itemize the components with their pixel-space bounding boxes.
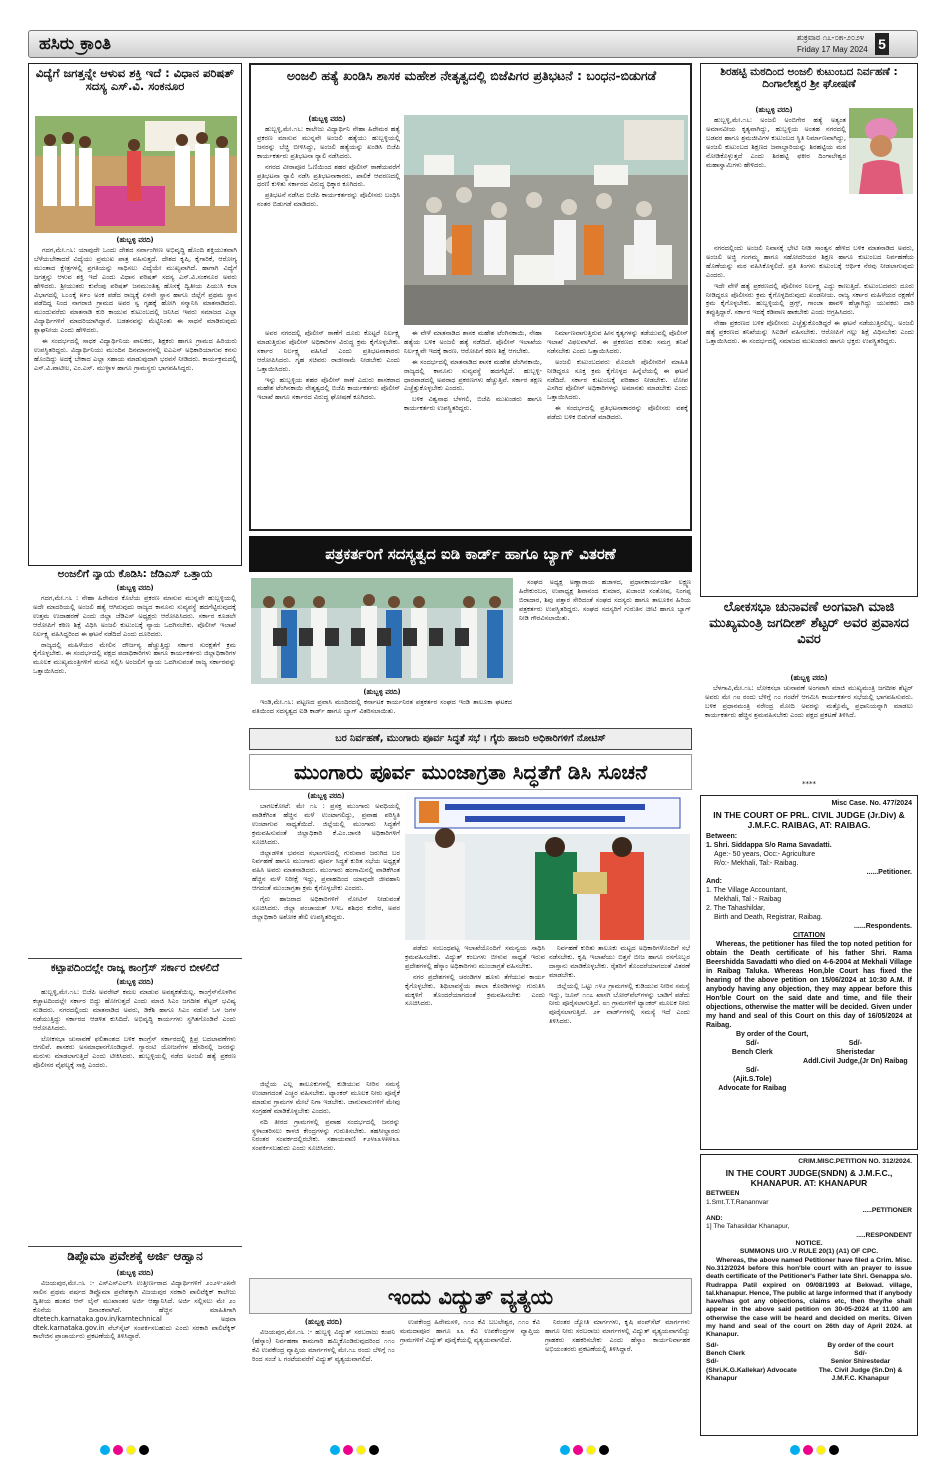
paragraph: ಬೆಳಗಾವಿ,ಮೇ.೧೬: ಲೋಕಸಭಾ ಚುನಾವಣೆ ಅಂಗವಾಗಿ ಮಾಜಿ ಮುಖ್ಯಮಂತ್ರಿ ಜಗದೀಶ ಶೆಟ್ಟರ್ ಅವರು ಮೇ ೧೮ ರಂದು ಬೆಳಿಗ್ಗೆ ೧೦ ಗಂಟೆಗೆ ಆಗಮಿಸಿ ಕಾರ್ಯಕರ್ತರ ಸಭೆಯಲ್ಲಿ ಭಾಗವಹಿಸುವರು. ಬಳಿಕ ಪ್ರಧಾನಮಂತ್ರಿ ನರೇಂದ್ರ ಮೋದಿ ಅವರನ್ನು ಮತ್ತೊಮ್ಮೆ ಪ್ರಧಾನಿಯನ್ನಾಗಿ ಮಾಡಲು ಕಾರ್ಯಕರ್ತರು ಹೆಚ್ಚಿನ ಶ್ರಮವಹಿಸಬೇಕು ಎಂದು ಪಕ್ಷದ ಪ್ರಕಟಣೆ ತಿಳಿಸಿದೆ. <box>705 684 913 719</box>
court-order: By order of the court <box>827 1341 894 1349</box>
bench-clerk: Bench Clerk <box>731 1049 773 1056</box>
yellow-dot <box>356 1445 366 1455</box>
court-name: IN THE COURT JUDGE(SNDN) & J.M.F.C., KHANAPUR. AT: KHANAPUR <box>725 1168 893 1189</box>
senior-shirestedar: Senior Shirestedar <box>830 1358 891 1366</box>
citation-label: CITATION <box>792 932 825 939</box>
article-congress <box>28 958 242 1244</box>
date-kannada: ಶುಕ್ರವಾರ ೧೭-೦೫-೨೦೨೪ <box>797 33 865 42</box>
paragraph: ನಿರ್ವಹಣೆ ಕುರಿತು ತಾಲೂಕು ಮಟ್ಟದ ಅಧಿಕಾರಿಗಳೊಂದಿಗೆ ಸಭೆ ನಡೆಸಬೇಕು. ಕೃಷಿ ಇಲಾಖೆಯು ಬಿತ್ತನೆ ಬೀಜ ಹಾಗೂ ರಸಗೊಬ್ಬರ ದಾಸ್ತಾನು ಮಾಡಿಕೊಳ್ಳಬೇಕು. ರೈತರಿಗೆ ತೊಂದರೆಯಾಗದಂತೆ ವಿತರಣೆ ಮಾಡಬೇಕು. <box>549 944 690 979</box>
court-order: By order of the Court, <box>736 1031 809 1038</box>
paragraph: ಜಿಲ್ಲಾಡಳಿತ ಭವನದ ಸಭಾಂಗಣದಲ್ಲಿ ಗುರುವಾರ ಜರುಗಿದ ಬರ ನಿರ್ವಹಣೆ ಹಾಗೂ ಮುಂಗಾರು ಪೂರ್ವ ಸಿದ್ಧತೆ ಕುರಿತ ಸಭೆಯ ಅಧ್ಯಕ್ಷತೆ ವಹಿಸಿ ಅವರು ಮಾತನಾಡಿದರು. ಮುಂಗಾರು ಹಂಗಾಮಿನಲ್ಲಿ ವಾಡಿಕೆಗಿಂತ ಹೆಚ್ಚಿನ ಮಳೆ ನಿರೀಕ್ಷೆ ಇದ್ದು, ಪ್ರವಾಹದಿಂದ ಯಾವುದೇ ಜೀವಹಾನಿ ಆಗದಂತೆ ಮುಂಜಾಗ್ರತಾ ಕ್ರಮ ಕೈಗೊಳ್ಳಬೇಕು ಎಂದರು. <box>252 848 400 893</box>
column-4 <box>547 329 688 525</box>
column-top <box>706 116 846 242</box>
court-name: IN THE COURT OF PRL. CIVIL JUDGE (Jr.Div) & J.M.F.C. RAIBAG, AT: RAIBAG. <box>713 810 905 830</box>
headline: ಅಂಜಲಿ ಹತ್ಯೆ ಖಂಡಿಸಿ ಶಾಸಕ ಮಹೇಶ ನೇತೃತ್ವದಲ್ಲಿ ಬಿಜೆಪಿಗರ ಪ್ರತಿಭಟನೆ : ಬಂಧನ-ಬಿಡುಗಡೆ <box>286 69 657 83</box>
photo-swamiji <box>849 108 913 194</box>
paragraph: ಬಳಿಕ ವಿಶ್ವನಾಥ ಬೆಳಗಲಿ, ಬಿಜೆಪಿ ಮುಖಂಡರು ಹಾಗೂ ಕಾರ್ಯಕರ್ತರು ಉಪಸ್ಥಿತರಿದ್ದರು. <box>404 395 542 413</box>
column-1 <box>252 802 400 1076</box>
paragraph: ಇಂಡಿ,ಮೇ.೧೬: ಪಟ್ಟಣದ ಪ್ರವಾಸಿ ಮಂದಿರದಲ್ಲಿ ಕರ್ನಾಟಕ ಕಾರ್ಯನಿರತ ಪತ್ರಕರ್ತರ ಸಂಘದ ಇಂಡಿ ತಾಲೂಕಾ ಘಟಕದ ವತಿಯಿಂದ ಸದಸ್ಯತ್ವದ ಐಡಿ ಕಾರ್ಡ್ ಹಾಗೂ ಬ್ಯಾಗ್ ವಿತರಿಸಲಾಯಿತು. <box>252 698 512 715</box>
paragraph: ಹುಬ್ಬಳ್ಳಿ,ಮೇ.೧೬: ಕಾಲೇಜು ವಿದ್ಯಾರ್ಥಿನಿ ನೇಹಾ ಹಿರೇಮಠ ಹತ್ಯೆ ಪ್ರಕರಣ ಮಾಸುವ ಮುನ್ನವೇ ಅಂಜಲಿ ಹತ್ಯೆಯು ಹುಬ್ಬಳ್ಳಿಯಲ್ಲಿ ಜನರನ್ನು ಬೆಚ್ಚಿ ಬೀಳಿಸಿದ್ದು, ಅಂಜಲಿ ಹತ್ಯೆಯನ್ನು ಖಂಡಿಸಿ ಬಿಜೆಪಿ ಕಾರ್ಯಕರ್ತರು ಪ್ರತಿಭಟನಾ ರ‍್ಯಾಲಿ ನಡೆಸಿದರು. <box>257 125 400 160</box>
byline: (ಹುಬ್ಬಳ್ಳಿ ವರದಿ) <box>116 584 154 592</box>
paragraph: ನಗರದಲ್ಲಿಂದು ಅಂಜಲಿ ನಿವಾಸಕ್ಕೆ ಭೇಟಿ ನೀಡಿ ಸಾಂತ್ವನ ಹೇಳಿದ ಬಳಿಕ ಮಾತನಾಡಿದ ಅವರು, ಅಂಜಲಿ ಅಜ್ಜಿ ಗಂಗಮ್ಮ ಹಾಗೂ ಸಹೋದರಿಯರ ಶಿಕ್ಷಣ ಹಾಗೂ ಕುಟುಂಬದ ನಿರ್ವಹಣೆಯ ಹೊಣೆಯನ್ನು ಮಠ ವಹಿಸಿಕೊಳ್ಳಲಿದೆ. ಪ್ರತಿ ತಿಂಗಳು ಕುಟುಂಬಕ್ಕೆ ಆರ್ಥಿಕ ನೆರವು ನೀಡಲಾಗುವುದು ಎಂದರು. <box>706 244 914 279</box>
signature-mark: Sd/- <box>745 1040 759 1047</box>
article-body <box>705 684 913 778</box>
color-registration-marks <box>560 1440 620 1452</box>
respondent-2-office: Birth and Death, Registrar, Raibag. <box>714 914 823 921</box>
black-dot <box>369 1445 379 1455</box>
paragraph: ಇನ್ನು ಹುಬ್ಬಳ್ಳಿಯ ಶಹರ ಪೊಲೀಸ್ ಠಾಣೆ ಎದುರು ಶಾಸಕರಾದ ಮಹೇಶ ಟೆಂಗಿನಕಾಯಿ ನೇತೃತ್ವದಲ್ಲಿ ಬಿಜೆಪಿ ಕಾರ್ಯಕರ್ತರು ಪೊಲೀಸ್ ಇಲಾಖೆ ಹಾಗೂ ಸರ್ಕಾರದ ವಿರುದ್ಧ ಘೋಷಣೆ ಕೂಗಿದರು. <box>257 375 400 402</box>
article-body <box>33 1279 236 1435</box>
masthead <box>28 30 918 58</box>
judge-title: The. Civil Judge (Sn.Dn) & J.M.F.C. Khanapur <box>818 1366 903 1382</box>
article-body <box>33 594 236 954</box>
paragraph: ಅಂಜಲಿ ಕುಟುಂಬದವರು ಮೊದಲೇ ಪೊಲೀಸರಿಗೆ ಮಾಹಿತಿ ನೀಡಿದ್ದರೂ ಸೂಕ್ತ ಕ್ರಮ ಕೈಗೊಳ್ಳದ ಹಿನ್ನೆಲೆಯಲ್ಲಿ ಈ ಘಟನೆ ನಡೆದಿದೆ. ಸರ್ಕಾರ ಕುಟುಂಬಕ್ಕೆ ಪರಿಹಾರ ನೀಡಬೇಕು. ಲೋಪ ಎಸಗಿದ ಪೊಲೀಸ್ ಅಧಿಕಾರಿಗಳನ್ನು ಅಮಾನತು ಮಾಡಬೇಕು ಎಂದು ಒತ್ತಾಯಿಸಿದರು. <box>547 357 688 402</box>
article-shettar-tour <box>700 600 918 790</box>
respondent-1-place: Mekhali, Tal :- Raibag <box>714 896 782 903</box>
paragraph: ಜಿಲ್ಲೆಯ ಎಲ್ಲ ತಾಲೂಕುಗಳಲ್ಲಿ ಕುಡಿಯುವ ನೀರಿನ ಸಮಸ್ಯೆ ಉಂಟಾಗದಂತೆ ಎಚ್ಚರ ವಹಿಸಬೇಕು. ಟ್ಯಾಂಕರ್ ಮೂಲಕ ನೀರು ಪೂರೈಕೆ ಮಾಡುವ ಗ್ರಾಮಗಳ ಮೇಲೆ ನಿಗಾ ಇಡಬೇಕು. ಜಾನುವಾರುಗಳಿಗೆ ಮೇವು ಸಂಗ್ರಹಣೆ ಮಾಡಿಕೊಳ್ಳಬೇಕು ಎಂದರು. <box>252 1080 400 1115</box>
column-2 <box>257 329 400 525</box>
column-3 <box>405 944 545 1276</box>
column-1 <box>252 1328 395 1434</box>
paragraph: ವಿಜಯಪುರ,ಮೇ.೧೬ :- ಎಸ್ಎಸ್ಎಲ್‌ಸಿ ಉತ್ತೀರ್ಣರಾದ ವಿದ್ಯಾರ್ಥಿಗಳಿಗೆ ೨೦೨೪-೨೫ನೇ ಸಾಲಿನ ಪ್ರಥಮ ವರ್ಷದ ಡಿಪ್ಲೊಮಾ ಪ್ರವೇಶಕ್ಕಾಗಿ ವಿಜಯಪುರ ಸರಕಾರಿ ಪಾಲಿಟೆಕ್ನಿಕ್ ಕಾಲೇಜು ದ್ವಿತೀಯ ಹಂತದ ಆನ್ ಲೈನ್ ಮುಖಾಂತರ ಅರ್ಜಿ ಆಹ್ವಾನಿಸಿದೆ. ಅರ್ಜಿ ಸಲ್ಲಿಸಲು ಮೇ ೨೦ ಕೊನೆಯ ದಿನಾಂಕವಾಗಿದೆ. ಹೆಚ್ಚಿನ ಮಾಹಿತಿಗಾಗಿ dtetech.karnataka.gov.in/karntechnical ಅಥವಾ dtek.karnataka.gov.in ವೆಬ್‌ಸೈಟ್ ಸಂಪರ್ಕಿಸಬಹುದು ಎಂದು ಸರಕಾರಿ ಪಾಲಿಟೆಕ್ನಿಕ್ ಕಾಲೇಜಿನ ಪ್ರಾಚಾರ್ಯರು ಪ್ರಕಟಣೆಯಲ್ಲಿ ತಿಳಿಸಿದ್ದಾರೆ. <box>33 1279 236 1341</box>
headline-banner: ಪತ್ರಕರ್ತರಿಗೆ ಸದಸ್ಯತ್ವದ ಐಡಿ ಕಾರ್ಡ್ ಹಾಗೂ ಬ್ಯಾಗ್ ವಿತರಣೆ <box>249 536 692 572</box>
date-english: Friday 17 May 2024 <box>797 45 868 54</box>
paragraph: ಈ ಸಂದರ್ಭದಲ್ಲಿ ಪ್ರತಿಭಟನಾಕಾರರನ್ನು ಪೊಲೀಸರು ವಶಕ್ಕೆ ಪಡೆದು ಬಳಿಕ ಬಿಡುಗಡೆ ಮಾಡಿದರು. <box>547 404 688 422</box>
end-mark: **** <box>802 780 816 788</box>
respondents-tag: ......Respondents. <box>854 923 912 930</box>
respondent-1: 1] The Tahasildar Khanapur, <box>706 1223 790 1231</box>
signature-mark: Sd/- <box>706 1341 719 1349</box>
paragraph: ಸಂಘದ ಅಧ್ಯಕ್ಷ ಅಣ್ಣಾರಾಯ ಹಜಾಳದ, ಪ್ರಧಾನಕಾರ್ಯದರ್ಶಿ ಲಕ್ಷ್ಮಣ ಹಿರೇಕುರಬರ, ಉಪಾಧ್ಯಕ್ಷ ಶಿವಾನಂದ ಕುಮಾರ, ಖಜಾಂಚಿ ಸಂತೋಷ, ನಿಂಗಪ್ಪ ಬಿರಾದಾರ, ಶಿವು ಪತ್ತಾರ ಸೇರಿದಂತೆ ಸಂಘದ ಸದಸ್ಯರು ಹಾಗೂ ತಾಲೂಕಿನ ಹಿರಿಯ ಪತ್ರಕರ್ತರು ಉಪಸ್ಥಿತರಿದ್ದರು. ಸಂಘದ ಸದಸ್ಯರಿಗೆ ಗುರುತಿನ ಚೀಟಿ ಹಾಗೂ ಬ್ಯಾಗ್ ನೀಡಿ ಗೌರವಿಸಲಾಯಿತು. <box>519 578 691 622</box>
column-4 <box>549 944 690 1276</box>
cyan-dot <box>560 1445 570 1455</box>
paragraph: ಪ್ರತಿಭಟನೆ ನಡೆಸಿದ ಬಿಜೆಪಿ ಕಾರ್ಯಕರ್ತರನ್ನು ಪೊಲೀಸರು ಬಂಧಿಸಿ ನಂತರ ಬಿಡುಗಡೆ ಮಾಡಿದರು. <box>257 191 400 209</box>
notice-label: NOTICE. <box>795 1240 823 1248</box>
paragraph: ಉಪಕೇಂದ್ರ ಹಿರೇಮಸಳಿ, ೧೧೦ ಕೆವಿ ಬಬಲೇಶ್ವರ, ೧೧೦ ಕೆವಿ ಮಮದಾಪೂರ ಹಾಗೂ ೩೩ ಕೆವಿ ಉಪಕೇಂದ್ರಗಳ ವ್ಯಾಪ್ತಿಯ ಗ್ರಾಮಗಳಿಗೆ ವಿದ್ಯುತ್ ಪೂರೈಕೆಯಲ್ಲಿ ವ್ಯತ್ಯಯವಾಗಲಿದೆ. <box>400 1318 540 1344</box>
paragraph: ಲೋಕಸಭಾ ಚುನಾವಣೆ ಫಲಿತಾಂಶದ ಬಳಿಕ ಕಾಂಗ್ರೆಸ್ ಸರ್ಕಾರದಲ್ಲಿ ಕ್ಷಿಪ್ರ ಬದಲಾವಣೆಗಳು ಆಗಲಿವೆ. ಶಾಸಕರು ಅಸಮಾಧಾನಗೊಂಡಿದ್ದಾರೆ. ಗ್ಯಾರಂಟಿ ಯೋಜನೆಗಳ ಹೆಸರಿನಲ್ಲಿ ಜನರನ್ನು ಮರುಳು ಮಾಡಲಾಗುತ್ತಿದೆ ಎಂದು ಟೀಕಿಸಿದರು. ಹುಬ್ಬಳ್ಳಿಯಲ್ಲಿ ನಡೆದ ಅಂಜಲಿ ಹತ್ಯೆ ಪ್ರಕರಣ ಪೊಲೀಸರ ವೈಫಲ್ಯಕ್ಕೆ ಸಾಕ್ಷಿ ಎಂದರು. <box>33 1034 236 1070</box>
article-body <box>34 246 237 562</box>
photo-protest <box>404 115 688 325</box>
byline: (ಹುಬ್ಬಳ್ಳಿ ವರದಿ) <box>307 792 345 800</box>
color-registration-marks <box>100 1440 160 1452</box>
byline: (ಹುಬ್ಬಳ್ಳಿ ವರದಿ) <box>116 978 154 986</box>
column-3 <box>404 329 542 525</box>
legal-notice-raibag <box>700 795 918 1150</box>
paragraph: ರಾಜ್ಯದಲ್ಲಿ ಮಹಿಳೆಯರ ಮೇಲಿನ ದೌರ್ಜನ್ಯ ಹೆಚ್ಚುತ್ತಿದ್ದು ಸರ್ಕಾರ ಸುರಕ್ಷತೆಗೆ ಕ್ರಮ ಕೈಗೊಳ್ಳಬೇಕು. ಈ ಸಂದರ್ಭದಲ್ಲಿ ಪಕ್ಷದ ಪದಾಧಿಕಾರಿಗಳು ಹಾಗೂ ಕಾರ್ಯಕರ್ತರು ಜಿಲ್ಲಾಧಿಕಾರಿಗಳ ಮೂಲಕ ಮುಖ್ಯಮಂತ್ರಿಗಳಿಗೆ ಮನವಿ ಸಲ್ಲಿಸಿ ಅಂಜಲಿಗೆ ನ್ಯಾಯ ಒದಗಿಸುವಂತೆ ರಾಜ್ಯ ಸರ್ಕಾರವನ್ನು ಒತ್ತಾಯಿಸಿದರು. <box>33 640 236 676</box>
paragraph: ಅವರ ನಗರದಲ್ಲಿ ಪೊಲೀಸ್ ಠಾಣೆಗೆ ದೂರು ಕೊಟ್ಟರೆ ನಿರ್ಲಕ್ಷ್ಯ ಮಾಡುತ್ತಿರುವ ಪೊಲೀಸ್ ಅಧಿಕಾರಿಗಳ ವಿರುದ್ಧ ಕ್ರಮ ಕೈಗೊಳ್ಳಬೇಕು. ಸರ್ಕಾರ ನಿರ್ಲಕ್ಷ್ಯ ವಹಿಸಿದೆ ಎಂದು ಪ್ರತಿಭಟನಾಕಾರರು ಆರೋಪಿಸಿದರು. ಗೃಹ ಸಚಿವರು ರಾಜೀನಾಮೆ ನೀಡಬೇಕು ಎಂದು ಒತ್ತಾಯಿಸಿದರು. <box>257 329 400 373</box>
cyan-dot <box>790 1445 800 1455</box>
headline: ವಿದ್ಯೆಗೆ ಜಗತ್ತನ್ನೇ ಆಳುವ ಶಕ್ತಿ ಇದೆ : ವಿಧಾನ ಪರಿಷತ್ ಸದಸ್ಯ ಎಸ್.ವಿ. ಸಂಕನೂರ <box>35 67 235 94</box>
advocate-name: (Shri.K.G.Kallekar) Advocate Khanapur <box>706 1366 797 1382</box>
column-2 <box>400 1318 540 1434</box>
headline: ಅಂಜಲಿಗೆ ನ್ಯಾಯ ಕೊಡಿಸಿ: ಜೆಡಿಎಸ್ ಒತ್ತಾಯ <box>57 568 213 580</box>
paragraph: ನದಿ ತೀರದ ಗ್ರಾಮಗಳಲ್ಲಿ ಪ್ರವಾಹ ಸಂದರ್ಭದಲ್ಲಿ ಜನರನ್ನು ಸ್ಥಳಾಂತರಿಸಲು ಕಾಳಜಿ ಕೇಂದ್ರಗಳನ್ನು ಗುರುತಿಸಬೇಕು. ತಹಸೀಲ್ದಾರರು ನಿರಂತರ ಸಂಪರ್ಕದಲ್ಲಿರಬೇಕು. ಸಹಾಯವಾಣಿ ೯೨೪೩೩೪೫೪೩೩ ಸಂಪರ್ಕಿಸಬಹುದು ಎಂದು ಸೂಚಿಸಿದರು. <box>252 1117 400 1153</box>
signature-mark: Sd/- <box>848 1040 862 1047</box>
column-left <box>252 698 512 724</box>
advocate-title: Advocate for Raibag <box>718 1085 787 1092</box>
sheristedar: Sheristedar <box>836 1049 875 1056</box>
yellow-dot <box>816 1445 826 1455</box>
paragraph: ವಿಜಯಪುರ,ಮೇ.೧೬ :- ಹುಬ್ಬಳ್ಳಿ ವಿದ್ಯುತ್ ಸರಬರಾಜು ಕಂಪನಿ (ಹೆಸ್ಕಾಂ) ನಿರ್ವಹಣಾ ಕಾಮಗಾರಿ ಹಮ್ಮಿಕೊಂಡಿರುವುದರಿಂದ ೧೧೦ ಕೆವಿ ಉಪಕೇಂದ್ರ ವ್ಯಾಪ್ತಿಯ ಮಾರ್ಗಗಳಲ್ಲಿ ಮೇ.೧೭ ರಂದು ಬೆಳಿಗ್ಗೆ ೧೦ ರಿಂದ ಸಂಜೆ ೬ ಗಂಟೆಯವರೆಗೆ ವಿದ್ಯುತ್ ವ್ಯತ್ಯಯವಾಗಲಿದೆ. <box>252 1328 395 1363</box>
article-shirahatti <box>700 63 918 597</box>
paragraph: ಈ ವೇಳೆ ಮಾತನಾಡಿದ ಶಾಸಕ ಮಹೇಶ ಟೆಂಗಿನಕಾಯಿ, ನೇಹಾ ಹತ್ಯೆಯ ಬಳಿಕ ಅಂಜಲಿ ಹತ್ಯೆ ನಡೆದಿದೆ. ಪೊಲೀಸ್ ಇಲಾಖೆಯ ನಿರ್ಲಕ್ಷ್ಯವೇ ಇದಕ್ಕೆ ಕಾರಣ. ಆರೋಪಿಗೆ ಕಠಿಣ ಶಿಕ್ಷೆ ಆಗಬೇಕು. <box>404 329 542 355</box>
headline: ಶಿರಹಟ್ಟಿ ಮಠದಿಂದ ಅಂಜಲಿ ಕುಟುಂಬದ ನಿರ್ವಹಣೆ : ದಿಂಗಾಲೇಶ್ವರ ಶ್ರೀ ಘೋಷಣೆ <box>720 66 898 91</box>
paper-name: ಹಸಿರು ಕ್ರಾಂತಿ <box>39 34 112 54</box>
and-label: And: <box>706 878 722 885</box>
column-2 <box>252 1080 400 1276</box>
paragraph: ಪಡೆದು ಸಂಬಂಧಪಟ್ಟ ಇಲಾಖೆಯೊಂದಿಗೆ ಸಮನ್ವಯ ಸಾಧಿಸಿ ಕ್ರಮವಹಿಸಬೇಕು. ವಿದ್ಯುತ್ ಕಂಬಗಳು ಬೀಳುವ ಸಾಧ್ಯತೆ ಇರುವ ಪ್ರದೇಶಗಳಲ್ಲಿ ಹೆಸ್ಕಾಂ ಅಧಿಕಾರಿಗಳು ಮುಂಜಾಗ್ರತೆ ವಹಿಸಬೇಕು. <box>405 944 545 970</box>
photo-id-card <box>251 578 513 684</box>
and-label: AND: <box>706 1215 723 1223</box>
black-dot <box>829 1445 839 1455</box>
paragraph: ಇದೇ ವೇಳೆ ಹತ್ಯೆ ಪ್ರಕರಣದಲ್ಲಿ ಪೊಲೀಸರ ನಿರ್ಲಕ್ಷ್ಯ ಎದ್ದು ಕಾಣುತ್ತಿದೆ. ಕುಟುಂಬದವರು ದೂರು ನೀಡಿದ್ದರೂ ಪೊಲೀಸರು ಕ್ರಮ ಕೈಗೊಳ್ಳದಿರುವುದು ಖಂಡನೀಯ. ರಾಜ್ಯ ಸರ್ಕಾರ ಮಹಿಳೆಯರ ರಕ್ಷಣೆಗೆ ಕ್ರಮ ಕೈಗೊಳ್ಳಬೇಕು. ಹುಬ್ಬಳ್ಳಿಯಲ್ಲಿ ಡ್ರಗ್ಸ್, ಗಾಂಜಾ ಹಾವಳಿ ಹೆಚ್ಚಾಗಿದ್ದು ಯುವಕರು ದಾರಿ ತಪ್ಪುತ್ತಿದ್ದಾರೆ. ಸರ್ಕಾರ ಇದಕ್ಕೆ ಕಡಿವಾಣ ಹಾಕಬೇಕು ಎಂದು ಆಗ್ರಹಿಸಿದರು. <box>706 281 914 317</box>
column-3 <box>545 1318 690 1434</box>
paragraph: ಹುಬ್ಬಳ್ಳಿ,ಮೇ.೧೬: ಅಂಜಲಿ ಅಂಬಿಗೇರ ಹತ್ಯೆ ಅತ್ಯಂತ ಅಮಾನವೀಯ ಕೃತ್ಯವಾಗಿದ್ದು, ಹುಬ್ಬಳ್ಳಿಯ ಅಂತಹ ನಗರದಲ್ಲಿ ಬಡವರ ಹಾಗೂ ಶ್ರಮಜೀವಿಗಳ ಕುಟುಂಬದ ಸ್ಥಿತಿ ನಿರ್ಮಾಣವಾಗಿದ್ದು, ಅಂಜಲಿ ಕುಟುಂಬದ ಶಿಕ್ಷಣದ ಜವಾಬ್ದಾರಿಯನ್ನು ಶಿರಹಟ್ಟಿಯ ಮಠ ನೋಡಿಕೊಳ್ಳುತ್ತದೆ ಎಂದು ಶಿರಹಟ್ಟಿ ಫಕೀರ ದಿಂಗಾಲೇಶ್ವರ ಮಹಾಸ್ವಾಮಿಗಳು ಹೇಳಿದರು. <box>706 116 846 169</box>
petitioner-address: R/o:- Mekhali, Tal:- Raibag. <box>714 860 799 867</box>
notice-body: Whereas, the petitioner has filed the top noted petition for obtain the Death certificate of his father Shri. Rama Beershidda Savadatti who died on 4-6-2004 at Mekhali Village in Raibag Taluka. Whereas Hon,ble Court has fixed the hearing of the above petition on 15/06/2024 at 10:30 A.M. If anybody having any objection, they may appear before this Hon'ble Court on the said date and time, and file their objections, otherwise the matter will be decided. Given under my hand and seal of this Court on this day of 16/05/2024 at Raibag. <box>706 941 912 1029</box>
respondent-tag: .....RESPONDENT <box>856 1231 912 1239</box>
byline: (ಹುಬ್ಬಳ್ಳಿ ವರದಿ) <box>304 1318 343 1326</box>
paragraph: ಗದಗ,ಮೇ.೧೬: ಯಾವುದೇ ಒಂದು ದೇಶದ ಸರ್ವಾಂಗೀಣ ಅಭಿವೃದ್ಧಿ ಹೊಂದಿ ಶಕ್ತಿಯುತವಾಗಿ ಬೆಳೆಯಬೇಕಾದರೆ ವಿದ್ಯೆಯು ಪ್ರಮುಖ ಪಾತ್ರ ವಹಿಸುತ್ತದೆ. ದೇಶದ ಕೃಷಿ, ಕೈಗಾರಿಕೆ, ಆರೋಗ್ಯ ಮುಂತಾದ ಕ್ಷೇತ್ರಗಳಲ್ಲಿ ಪ್ರಗತಿಯನ್ನು ಸಾಧಿಸಲು ವಿದ್ಯೆಯೇ ಮುಖ್ಯವಾಗಿದೆ. ಹಾಗಾಗಿ ವಿದ್ಯೆಗೆ ಜಗತ್ತನ್ನು ಆಳುವ ಶಕ್ತಿ ಇದೆ ಎಂದು ವಿಧಾನ ಪರಿಷತ್ ಸದಸ್ಯ ಎಸ್.ವಿ.ಸಂಕನೂರ ಅವರು ಹೇಳಿದರು. ಶ್ರೀಯುತರು ಕುವೆಂಪು ಪರಿಷತ್ ಜನಮುಂತಿತ್ವ ಹೊಸಕ್ಕೆ ದ್ವಿತೀಯ ಪಿಯುಸಿ ಕಲಾ ವಿಭಾಗದಲ್ಲಿ ೬೦೦ಕ್ಕೆ ೫೯೦ ಅಂಕ ಪಡೆದ ರಾಜ್ಯಕ್ಕೆ ಏಳನೇ ಸ್ಥಾನ ಹಾಗೂ ಜಿಲ್ಲೆಗೆ ಪ್ರಥಮ ಸ್ಥಾನ ಪಡೆದಿದ್ದ ನಿಂದ ನಾಗರಾಜಿ ಗ್ರಾಮದ ಅವರ ಸ್ವ ಗೃಹಕ್ಕೆ ಹೋಗಿ ಸನ್ಮಾನಿಸಿ ಮಾತನಾಡಿದರು. ಮುಂದುವರೆದು ಮಾತನಾಡಿ ಕುರಿ ಕಾಯುವ ಕುಟುಂಬದಲ್ಲಿ ಜನಿಸಿದ ಇವರು ಸಮಾಜದ ಎಲ್ಲಾ ವಿದ್ಯಾರ್ಥಿಗಳಿಗೆ ಮಾದರಿಯಾಗಿದ್ದಾರೆ. ಬಡತನವನ್ನು ಮೆಟ್ಟಿನಿಂತು ಈ ಸಾಧನೆ ಮಾಡಿರುವುದು ಶ್ಲಾಘನೀಯ ಎಂದು ಹೇಳಿದರು. <box>34 246 237 335</box>
photo-felicitation <box>35 116 237 233</box>
article-diploma <box>28 1246 242 1436</box>
column-1 <box>257 125 400 325</box>
magenta-dot <box>573 1445 583 1455</box>
paragraph: ನಿರ್ಮಾಣವಾಗುತ್ತಿರುವ ಹೀನ ಕೃತ್ಯಗಳನ್ನು ತಡೆಯುವಲ್ಲಿ ಪೊಲೀಸ್ ಇಲಾಖೆ ವಿಫಲವಾಗಿದೆ. ಈ ಪ್ರಕರಣದ ಕುರಿತು ಸಮಗ್ರ ತನಿಖೆ ನಡೆಸಬೇಕು ಎಂದು ಒತ್ತಾಯಿಸಿದರು. <box>547 329 688 355</box>
article-journalists <box>249 536 692 724</box>
paragraph: ಈ ಸಂದರ್ಭದಲ್ಲಿ ಸಾಧಕ ವಿದ್ಯಾರ್ಥಿನಿಯ ಪಾಲಕರು, ಶಿಕ್ಷಕರು ಹಾಗೂ ಗ್ರಾಮದ ಹಿರಿಯರು ಉಪಸ್ಥಿತರಿದ್ದರು. ವಿದ್ಯಾರ್ಥಿನಿಯು ಮುಂದಿನ ದಿನಮಾನಗಳಲ್ಲಿ ಐಎಎಸ್ ಅಧಿಕಾರಿಯಾಗುವ ಕನಸು ಹೊಂದಿದ್ದು ಅದಕ್ಕೆ ಬೇಕಾದ ಎಲ್ಲಾ ಸಹಾಯ ಮಾಡುವುದಾಗಿ ಭರವಸೆ ನೀಡಿದರು. ಕಾರ್ಯಕ್ರಮದಲ್ಲಿ ಎಸ್.ವಿ.ಪಾಟೀಲ, ಎಂ.ಎಸ್. ಮುಳ್ಳಾಳ ಹಾಗೂ ಗ್ರಾಮಸ್ಥರು ಭಾಗವಹಿಸಿದ್ದರು. <box>34 337 237 372</box>
headline: ಲೋಕಸಭಾ ಚುನಾವಣೆ ಅಂಗವಾಗಿ ಮಾಜಿ ಮುಖ್ಯಮಂತ್ರಿ ಜಗದೀಶ್ ಶೆಟ್ಟರ್ ಅವರ ಪ್ರವಾಸದ ವಿವರ <box>709 600 909 647</box>
petitioner-tag: .....PETITIONER <box>862 1206 912 1214</box>
respondent-1: 1. The Village Accountant, <box>706 887 788 894</box>
respondent-2: 2. The Tahashildar, <box>706 905 765 912</box>
yellow-dot <box>586 1445 596 1455</box>
petitioner-name: 1.Smt.T.T.Ranannvar <box>706 1198 769 1206</box>
color-registration-marks <box>330 1440 390 1452</box>
signature-mark: Sd/- <box>854 1349 867 1357</box>
column-bottom <box>706 244 914 594</box>
column-right <box>519 578 691 724</box>
petitioner-name: 1. Shri. Siddappa S/o Rama Savadatti. <box>706 842 832 849</box>
paragraph: ನಿರಂತರ ಜ್ಯೋತಿ ಮಾರ್ಗಗಳು, ಕೃಷಿ ಪಂಪ್‌ಸೆಟ್ ಮಾರ್ಗಗಳು ಹಾಗೂ ನೀರು ಸರಬರಾಜು ಮಾರ್ಗಗಳಲ್ಲಿ ವಿದ್ಯುತ್ ವ್ಯತ್ಯಯವಾಗಲಿದ್ದು ಗ್ರಾಹಕರು ಸಹಕರಿಸಬೇಕು ಎಂದು ಹೆಸ್ಕಾಂ ಕಾರ್ಯನಿರ್ವಾಹಕ ಅಭಿಯಂತರರು ಪ್ರಕಟಣೆಯಲ್ಲಿ ತಿಳಿಸಿದ್ದಾರೆ. <box>545 1318 690 1353</box>
magenta-dot <box>803 1445 813 1455</box>
kicker: ಬರ ನಿರ್ವಹಣೆ, ಮುಂಗಾರು ಪೂರ್ವ ಸಿದ್ಧತೆ ಸಭೆ । ಗೈರು ಹಾಜರಿ ಅಧಿಕಾರಿಗಳಿಗೆ ನೋಟಿಸ್ <box>249 728 692 750</box>
case-number: CRIM.MISC.PETITION NO. 312/2024. <box>798 1158 912 1165</box>
article-body <box>33 988 236 1243</box>
article-jds <box>28 566 242 956</box>
yellow-dot <box>126 1445 136 1455</box>
page-number: 5 <box>875 33 889 55</box>
byline: (ಹುಬ್ಬಳ್ಳಿ ವರದಿ) <box>790 674 828 682</box>
headline: ಕಟ್ಟಾಪದಿಂದಲ್ಲೇ ರಾಜ್ಯ ಕಾಂಗ್ರೆಸ್ ಸರ್ಕಾರ ಬೀಳಲಿದೆ <box>50 962 220 974</box>
black-dot <box>599 1445 609 1455</box>
byline: (ಹುಬ್ಬಳ್ಳಿ ವರದಿ) <box>116 236 154 244</box>
petitioner-tag: ......Petitioner. <box>866 869 912 876</box>
bench-clerk: Bench Clerk <box>706 1349 746 1357</box>
paragraph: ನೇಹಾ ಪ್ರಕರಣದ ಬಳಿಕ ಪೊಲೀಸರು ಎಚ್ಚೆತ್ತುಕೊಂಡಿದ್ದರೆ ಈ ಘಟನೆ ನಡೆಯುತ್ತಿರಲಿಲ್ಲ. ಅಂಜಲಿ ಹತ್ಯೆ ಪ್ರಕರಣದ ತನಿಖೆಯನ್ನು ಸಿಐಡಿಗೆ ವಹಿಸಬೇಕು. ಆರೋಪಿಗೆ ಗಲ್ಲು ಶಿಕ್ಷೆ ವಿಧಿಸಬೇಕು ಎಂದು ಒತ್ತಾಯಿಸಿದರು. ಈ ಸಂದರ್ಭದಲ್ಲಿ ಸಮಾಜದ ಮುಖಂಡರು ಹಾಗೂ ಭಕ್ತರು ಉಪಸ್ಥಿತರಿದ್ದರು. <box>706 319 914 346</box>
paragraph: ಬಾಗಲಕೋಟೆ: ಮೇ ೧೬ : ಪ್ರಸಕ್ತ ಮುಂಗಾರು ಅವಧಿಯಲ್ಲಿ ವಾಡಿಕೆಗಿಂತ ಹೆಚ್ಚಿನ ಮಳೆ ಉಂಟಾಗಲಿದ್ದು, ಪ್ರವಾಹ ಪರಿಸ್ಥಿತಿ ಉಂಟಾಗುವ ಸಾಧ್ಯತೆಯಿದೆ. ಜಿಲ್ಲೆಯಲ್ಲಿ ಮುಂಗಾರು ಸಿದ್ಧತೆಗೆ ಕ್ರಮವಹಿಸುವಂತೆ ಜಿಲ್ಲಾಧಿಕಾರಿ ಕೆ.ಎಂ.ಜಾನಕಿ ಅಧಿಕಾರಿಗಳಿಗೆ ಸೂಚಿಸಿದರು. <box>252 802 400 846</box>
judge-title: Addl.Civil Judge,(Jr Dn) Raibag <box>803 1058 908 1065</box>
between-label: BETWEEN <box>706 1190 740 1198</box>
byline: (ಹುಬ್ಬಳ್ಳಿ ವರದಿ) <box>308 115 346 123</box>
case-number: Misc Case. No. 477/2024 <box>831 800 912 807</box>
headline: ಡಿಪ್ಲೊಮಾ ಪ್ರವೇಶಕ್ಕೆ ಅರ್ಜಿ ಆಹ್ವಾನ <box>67 1250 203 1263</box>
article-education <box>28 63 242 566</box>
headline: ಇಂದು ವಿದ್ಯುತ್ ವ್ಯತ್ಯಯ <box>249 1278 692 1314</box>
cyan-dot <box>330 1445 340 1455</box>
paragraph: ಹುಬ್ಬಳ್ಳಿ,ಮೇ.೧೬: ಬಿಜೆಪಿ ಅವರೇಟ್ ಕಮಲ ಮಾಡುವ ಅವಶ್ಯಕತೆಯಿಲ್ಲ. ಕಾಂಗ್ರೆಸ್‌ನೊಳಗಿನ ಕಚ್ಚಾಟದಿಂದಲ್ಲೇ ಸರ್ಕಾರ ಬಿದ್ದು ಹೋಗುತ್ತದೆ ಎಂದು ಮಾಜಿ ಸಿಎಂ ಜಗದೀಶ ಶೆಟ್ಟರ್ ಭವಿಷ್ಯ ನುಡಿದರು. ನಗರದಲ್ಲಿಂದು ಮಾತನಾಡಿದ ಅವರು, ಡಿಕೆಶಿ ಹಾಗೂ ಸಿಎಂ ನಡುವೆ ಒಳ ಜಗಳ ನಡೆಯುತ್ತಿದ್ದು ಸರ್ಕಾರದ ಆಡಳಿತ ಕುಸಿದಿದೆ. ಅಭಿವೃದ್ಧಿ ಕಾರ್ಯಗಳು ಸ್ಥಗಿತಗೊಂಡಿವೆ ಎಂದು ಆರೋಪಿಸಿದರು. <box>33 988 236 1032</box>
paragraph: ಜಿಲ್ಲೆಯಲ್ಲಿ ಒಟ್ಟು ೧೪೨ ಗ್ರಾಮಗಳಲ್ಲಿ ಕುಡಿಯುವ ನೀರಿನ ಸಮಸ್ಯೆ ಇದ್ದು, ಜೂನ್ ೧೧೭ ಖಾಸಗಿ ಬೋರ್‌ವೆಲ್‌ಗಳನ್ನು ಬಾಡಿಗೆ ಪಡೆದು ನೀರು ಪೂರೈಸಲಾಗುತ್ತಿದೆ. ೮೧ ಗ್ರಾಮಗಳಿಗೆ ಟ್ಯಾಂಕರ್ ಮೂಲಕ ನೀರು ಪೂರೈಸಲಾಗುತ್ತಿದೆ. ೨೯ ವಾರ್ಡ್‌ಗಳಲ್ಲಿ ಸಮಸ್ಯೆ ಇದೆ ಎಂದು ತಿಳಿಸಿದರು. <box>549 981 690 1026</box>
article-monsoon <box>249 728 692 1276</box>
between-label: Between: <box>706 833 738 840</box>
paragraph: ಈ ಸಂದರ್ಭದಲ್ಲಿ ಮಾತನಾಡಿದ ಶಾಸಕ ಮಹೇಶ ಟೆಂಗಿನಕಾಯಿ, ರಾಜ್ಯದಲ್ಲಿ ಕಾನೂನು ಸುವ್ಯವಸ್ಥೆ ಹದಗೆಟ್ಟಿದೆ. ಹುಬ್ಬಳ್ಳಿ-ಧಾರವಾಡದಲ್ಲಿ ಅಪರಾಧ ಪ್ರಕರಣಗಳು ಹೆಚ್ಚುತ್ತಿವೆ. ಸರ್ಕಾರ ತಕ್ಷಣ ಎಚ್ಚೆತ್ತುಕೊಳ್ಳಬೇಕು ಎಂದರು. <box>404 357 542 393</box>
paragraph: ನಗರ ಪ್ರದೇಶಗಳಲ್ಲಿ ಚರಂಡಿಗಳ ಹೂಳು ತೆಗೆಯುವ ಕಾರ್ಯ ಕೈಗೊಳ್ಳಬೇಕು. ಶಿಥಿಲಾವಸ್ಥೆಯ ಶಾಲಾ ಕೊಠಡಿಗಳನ್ನು ಗುರುತಿಸಿ ಮಕ್ಕಳಿಗೆ ತೊಂದರೆಯಾಗದಂತೆ ಕ್ರಮವಹಿಸಬೇಕು ಎಂದು ಸೂಚಿಸಿದರು. <box>405 972 545 1008</box>
cyan-dot <box>100 1445 110 1455</box>
notice-body: Whereas, the above named Petitioner have filed a Crim. Misc. No.312/2024 before this hon'ble court with an prayer to issue death certificate of the Petitioner's Father late Shri. Genappa s/o. Rudrappa Patil expired on 09/08/1993 at Bekwad. village, tal.khanapur. Hence, The public at large informed that if anybody have/has got any objections, claims etc, then they/he shall appear in the above said petition on 30-05-2024 at 11.00 am otherwise the case will be heard and decided on merits. Given my hand and seal of the court on 26th day of April 2024. at Khanapur. <box>706 1256 912 1339</box>
magenta-dot <box>343 1445 353 1455</box>
paragraph: ನಗರದ ವೀರಾಪೂರ ಓಣಿಯಿಂದ ಶಹರ ಪೊಲೀಸ್ ಠಾಣೆಯವರೆಗೆ ಪ್ರತಿಭಟನಾ ರ‍್ಯಾಲಿ ನಡೆಸಿ ಪ್ರತಿಭಟನಾಕಾರರು, ಪಾಲಿಕೆ ಆವರಣದಲ್ಲಿ ಧರಣಿ ಕುಳಿತು ಸರ್ಕಾರದ ವಿರುದ್ಧ ಧಿಕ್ಕಾರ ಕೂಗಿದರು. <box>257 162 400 189</box>
article-protest <box>249 63 692 531</box>
color-registration-marks <box>790 1440 850 1452</box>
legal-notice-khanapur <box>700 1154 918 1436</box>
paragraph: ಗೈರು ಹಾಜರಾದ ಅಧಿಕಾರಿಗಳಿಗೆ ನೋಟಿಸ್ ನೀಡುವಂತೆ ಸೂಚಿಸಿದರು. ಜಿಲ್ಲಾ ಪಂಚಾಯತ್ ಸಿಇಒ ಶಶಿಧರ ಕುರೇರ, ಅಪರ ಜಿಲ್ಲಾಧಿಕಾರಿ ಅಶೋಕ ತೇಲಿ ಉಪಸ್ಥಿತರಿದ್ದರು. <box>252 895 400 921</box>
advocate-name: (Ajit.S.Tole) <box>733 1076 772 1083</box>
magenta-dot <box>113 1445 123 1455</box>
summons-label: SUMMONS U/O .V RULE 20(1) (A1) OF CPC. <box>739 1248 879 1256</box>
byline: (ಹುಬ್ಬಳ್ಳಿ ವರದಿ) <box>363 688 401 696</box>
signature-mark: Sd/- <box>706 1358 719 1366</box>
headline: ಮುಂಗಾರು ಪೂರ್ವ ಮುಂಜಾಗ್ರತಾ ಸಿದ್ಧತೆಗೆ ಡಿಸಿ ಸೂಚನೆ <box>249 754 692 790</box>
photo-election-meeting <box>405 792 690 940</box>
paragraph: ಗದಗ,ಮೇ.೧೬ : ನೇಹಾ ಹಿರೇಮಠ ಕೊಲೆಯ ಪ್ರಕರಣ ಮಾಸುವ ಮುನ್ನವೇ ಹುಬ್ಬಳ್ಳಿಯಲ್ಲಿ ಅದೇ ಮಾದರಿಯಲ್ಲಿ ಅಂಜಲಿ ಹತ್ಯೆ ಆಗಿರುವುದು ರಾಜ್ಯದ ಕಾನೂನು ಸುವ್ಯವಸ್ಥೆ ಹದಗೆಟ್ಟಿರುವುದಕ್ಕೆ ಉತ್ತಮ ಉದಾಹರಣೆ ಎಂದು ಜಿಲ್ಲಾ ಜೆಡಿಎಸ್ ಅಧ್ಯಕ್ಷರು ಆರೋಪಿಸಿದರು. ಸರ್ಕಾರ ಕೂಡಲೇ ಆರೋಪಿಗೆ ಕಠಿಣ ಶಿಕ್ಷೆ ವಿಧಿಸಿ ಅಂಜಲಿ ಕುಟುಂಬಕ್ಕೆ ನ್ಯಾಯ ಒದಗಿಸಬೇಕು. ಪೊಲೀಸ್ ಇಲಾಖೆ ನಿರ್ಲಕ್ಷ್ಯ ವಹಿಸಿದ್ದರಿಂದ ಈ ಘಟನೆ ನಡೆದಿದೆ ಎಂದು ದೂರಿದರು. <box>33 594 236 638</box>
petitioner-age: Age:- 50 years, Occ:- Agriculture <box>714 851 816 858</box>
byline: (ಹುಬ್ಬಳ್ಳಿ ವರದಿ) <box>755 106 793 114</box>
signature-mark: Sd/- <box>745 1067 759 1074</box>
byline: (ಹುಬ್ಬಳ್ಳಿ ವರದಿ) <box>116 1269 154 1277</box>
black-dot <box>139 1445 149 1455</box>
article-power-cut <box>249 1278 692 1436</box>
